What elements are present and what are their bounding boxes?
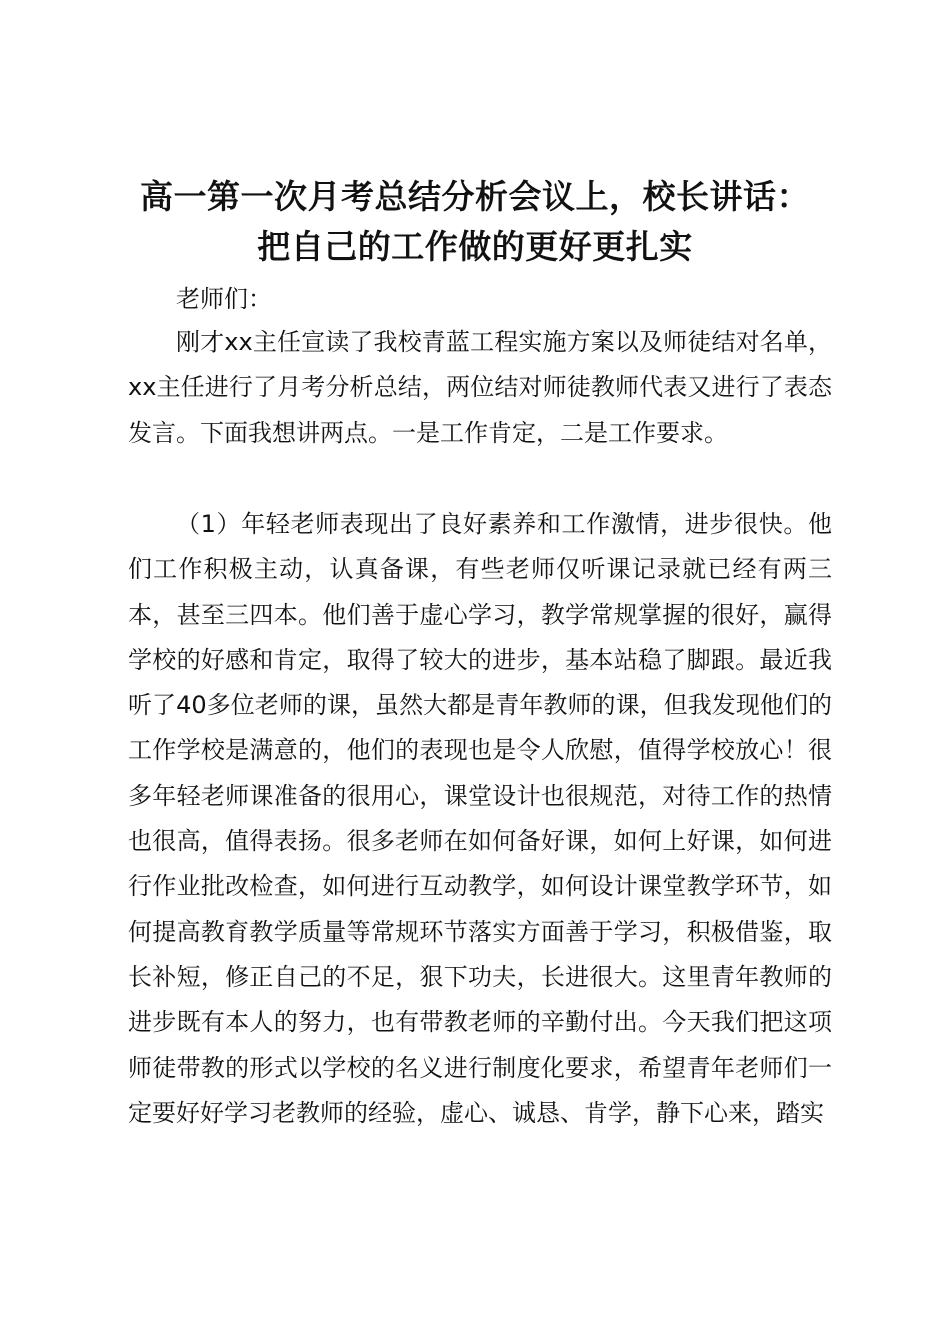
paragraph-intro: 刚才xx主任宣读了我校青蓝工程实施方案以及师徒结对名单，xx主任进行了月考分析总结，两位结对师徒教师代表又进行了表态发言。下面我想讲两点。一是工作肯定，二是工作要求。	[128, 328, 832, 447]
paragraph-point-1: （1）年轻老师表现出了良好素养和工作激情，进步很快。他们工作积极主动，认真备课，有些老师仅听课记录就已经有两三本，甚至三四本。他们善于虚心学习，教学常规掌握的很好，赢得学校的好感和肯定，取得了较大的进步，基本站稳了脚跟。最近我听了40多位老师的课，虽然大都是青年教师的课，但我发现他们的工作学校是满意的，他们的表现也是令人欣慰，值得学校放心！很多年轻老师课准备的很用心，课堂设计也很规范，对待工作的热情也很高，值得表扬。很多老师在如何备好课，如何上好课，如何进行作业批改检查，如何进行互动教学，如何设计课堂教学环节，如何提高教育教学质量等常规环节落实方面善于学习，积极借鉴，取长补短，修正自己的不足，狠下功夫，长进很大。这里青年教师的进步既有本人的努力，也有带教老师的辛勤付出。今天我们把这项师徒带教的形式以学校的名义进行制度化要求，希望青年老师们一定要好好学习老教师的经验，虚心、诚恳、肯学，静下心来，踏实	[128, 510, 832, 1127]
salutation: 老师们：	[176, 285, 272, 313]
document-title-line-1: 高一第一次月考总结分析会议上，校长讲话：	[140, 177, 810, 216]
document-title-line-2: 把自己的工作做的更好更扎实	[257, 227, 693, 266]
